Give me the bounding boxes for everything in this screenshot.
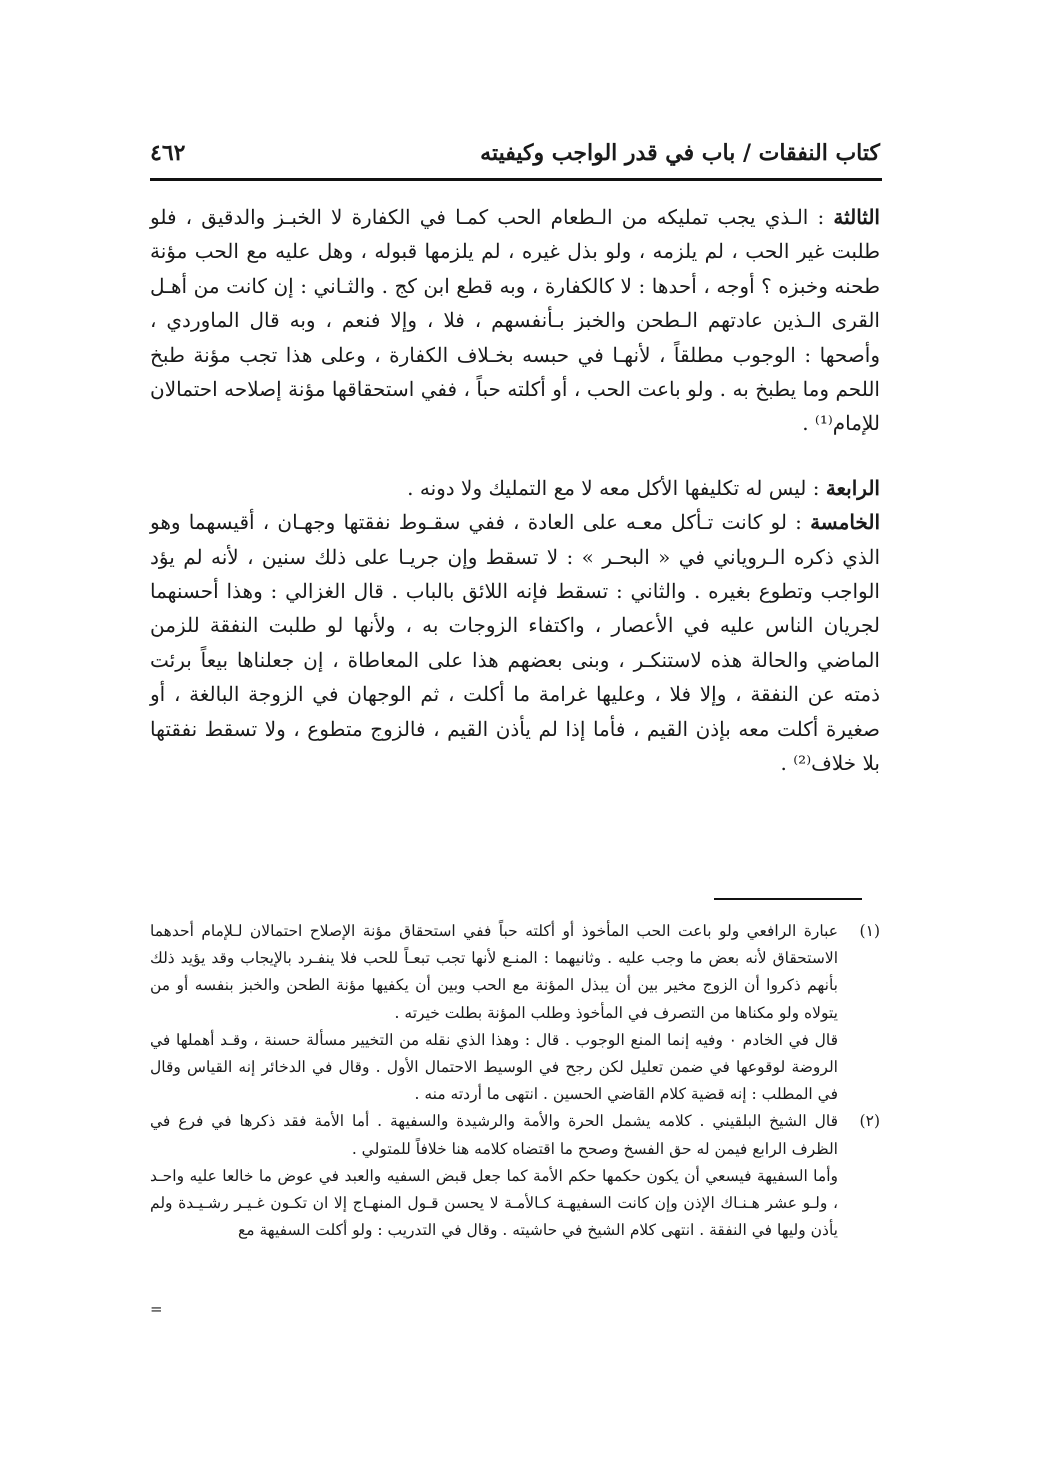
paragraph-text: : لو كانت تـأكل معـه على العادة ، ففي سقـوط نفقتها وجهـان ، أقيسهما وهو الذي ذكره الـروياني في « البحـر » : لا تسقط وإن جريـا على ذلك سنين ، لأنه لم يؤد الواجب وتطوع بغيره . والثاني : تسقط فإنه اللائق بالباب . قال الغزالي : وهذا أحسنهما لجريان الناس عليه في الأعصار ، واكتفاء الزوجات به ، ولأنها لو طلبت النفقة للزمن الماضي والحالة هذه لاستنكـر ، وبنى بعضهم هذا على المعاطاة ، إن جعلناها بيعاً برئت ذمته عن النفقة ، وإلا فلا ، وعليها غرامة ما أكلت ، ثم الوجهان في الزوجة البالغة ، أو صغيرة أكلت معه بإذن القيم ، فأما إذا لم يأذن القيم ، فالزوج متطوع ، ولا تسقط نفقتها بلا خلاف⁽²⁾ . (150, 510, 880, 776)
paragraph-fifth (150, 505, 880, 780)
header-title: كتاب النفقات / باب في قدر الواجب وكيفيته (480, 140, 880, 166)
footnote-1 (150, 918, 880, 1108)
paragraph-fourth (150, 471, 880, 505)
paragraph-text: : الـذي يجب تمليكه من الـطعام الحب كمـا في الكفارة لا الخبـز والدقيق ، فلو طلبت غير الحب ، لم يلزمه ، ولو بذل غيره ، لم يلزمها قبوله ، وهل عليه مع الحب مؤنة طحنه وخبزه ؟ أوجه ، أحدها : لا كالكفارة ، وبه قطع ابن كج . والثـاني : إن كانت من أهـل القرى الـذين عادتهم الـطحن والخبز بـأنفسهم ، فلا ، وإلا فنعم ، وبه قال الماوردي ، وأصحها : الوجوب مطلقاً ، لأنهـا في حبسه بخـلاف الكفارة ، وعلى هذا تجب مؤنة طبخ اللحم وما يطبخ به . ولو باعت الحب ، أو أكلته حباً ، ففي استحقاقها مؤنة إصلاحه احتمالان للإمام⁽¹⁾ . (150, 205, 880, 436)
footnote-2 (150, 1108, 880, 1244)
running-header (150, 140, 880, 176)
continuation-mark: = (150, 1300, 163, 1318)
footnote-text: قال في الخادم ٠ وفيه إنما المنع الوجوب . قال : وهذا الذي نقله من التخيير مسألة حسنة ، وقـد أهملها في الروضة لوقوعها في ضمن تعليل لكن رجح في الوسيط الاحتمال الأول . وقال في الدخائر إنه القياس وقال في المطلب : إنه قضية كلام القاضي الحسين . انتهى ما أردته منه . (150, 1030, 839, 1104)
paragraph-lead: الثالثة (833, 205, 880, 229)
footnote-number: (١) (859, 922, 880, 940)
paragraph-text: : ليس له تكليفها الأكل معه لا مع التمليك ولا دونه . (407, 475, 826, 500)
footnote-text: عبارة الرافعي ولو باعت الحب المأخوذ أو أكلته حباً ففي استحقاق مؤنة الإصلاح احتمالان لـلإمام أحدهما الاستحقاق لأنه بعض ما وجب عليه . وثانيهما : المنـع لأنها تجب تبعـاً للحب فلا ينفـرد بالإيجاب وقد يؤيد ذلك بأنهم ذكروا أن الزوج مخير بين أن يبذل المؤنة مع الحب وبين أن يكفيها مؤنة الطحن والخبز بنفسه أو من يتولاه ولو مكناها من التصرف في المأخوذ وطلب المؤنة بطلت خيرته . (150, 922, 838, 1022)
paragraph-lead: الخامسة (810, 510, 880, 535)
paragraph-third (150, 200, 880, 441)
header-rule (150, 178, 882, 181)
footnote-separator (714, 898, 862, 900)
footnotes (150, 918, 880, 1244)
page-number: ٤٦٢ (150, 140, 186, 166)
paragraph-lead: الرابعة (825, 475, 880, 500)
footnote-text: وأما السفيهة فيسعي أن يكون حكمها حكم الأمة كما جعل قبض السفيه والعبد في عوض ما خالعا عليه واحـد ، ولـو عشر هـنـاك الإذن وإن كانت السفيهـة كـالأمـة لا يحسن قـول المنهـاج إلا ان تكـون غـيـر رشـيـدة ولم يأذن وليها في النفقة . انتهى كلام الشيخ في حاشيته . وقال في التدريب : ولو أكلت السفيهة مع (150, 1166, 838, 1240)
footnote-text: قال الشيخ البلقيني . كلامه يشمل الحرة والأمة والرشيدة والسفيهة . أما الأمة فقد ذكرها في فرع في الظرف الرابع فيمن له حق الفسخ وصحح ما اقتضاه كلامه هنا خلافاً للمتولي . (150, 1112, 838, 1158)
footnote-number: (٢) (859, 1112, 880, 1131)
main-text (150, 200, 880, 781)
